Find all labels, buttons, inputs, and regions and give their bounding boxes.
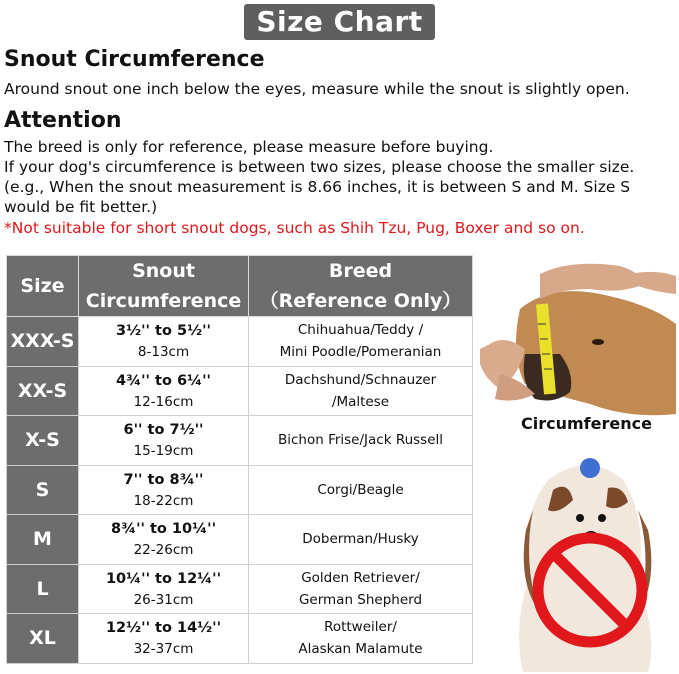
header-size: Size (7, 256, 79, 317)
breed-cell: Doberman/Husky (249, 515, 473, 565)
circumference-cell: 3½'' to 5½'' 8-13cm (79, 317, 249, 367)
table-row (7, 614, 473, 664)
snout-description: Around snout one inch below the eyes, measure while the snout is slightly open. (4, 80, 630, 98)
circumference-cell: 4¾'' to 6¼'' 12-16cm (79, 366, 249, 416)
circumference-cell: 10¼'' to 12¼'' 26-31cm (79, 564, 249, 614)
title-wrap (0, 4, 679, 40)
attention-line: The breed is only for reference, please measure before buying. (4, 138, 494, 156)
shih-tzu-photo (498, 440, 678, 672)
size-cell: S (7, 465, 79, 515)
circumference-cell: 12½'' to 14½'' 32-37cm (79, 614, 249, 664)
breed-cell: Bichon Frise/Jack Russell (249, 416, 473, 466)
breed-cell: Rottweiler/ Alaskan Malamute (249, 614, 473, 664)
snout-heading: Snout Circumference (4, 47, 265, 72)
size-cell: XXX-S (7, 317, 79, 367)
size-cell: XL (7, 614, 79, 664)
header-breed: Breed （Reference Only） (249, 256, 473, 317)
table-row (7, 564, 473, 614)
breed-cell: Dachshund/Schnauzer /Maltese (249, 366, 473, 416)
breed-cell: Golden Retriever/ German Shepherd (249, 564, 473, 614)
circumference-cell: 7'' to 8¾'' 18-22cm (79, 465, 249, 515)
header-circumference: Snout Circumference (79, 256, 249, 317)
size-table (6, 255, 473, 664)
size-chart-title: Size Chart (244, 4, 434, 40)
attention-heading: Attention (4, 108, 122, 133)
table-row (7, 465, 473, 515)
attention-line: If your dog's circumference is between two sizes, please choose the smaller size. (4, 158, 635, 176)
header-row (7, 256, 473, 317)
size-cell: M (7, 515, 79, 565)
attention-line: would be fit better.) (4, 198, 158, 216)
measuring-tape-icon (542, 304, 550, 394)
breed-cell: Chihuahua/Teddy / Mini Poodle/Pomeranian (249, 317, 473, 367)
size-cell: XX-S (7, 366, 79, 416)
size-cell: L (7, 564, 79, 614)
warning-text: *Not suitable for short snout dogs, such as Shih Tzu, Pug, Boxer and so on. (4, 219, 585, 237)
breed-cell: Corgi/Beagle (249, 465, 473, 515)
snout-measuring-photo (480, 254, 676, 434)
table-row (7, 515, 473, 565)
attention-line: (e.g., When the snout measurement is 8.66 inches, it is between S and M. Size S (4, 178, 631, 196)
table-row (7, 366, 473, 416)
circumference-cell: 8¾'' to 10¼'' 22-26cm (79, 515, 249, 565)
table-row (7, 317, 473, 367)
hair-bow-icon (580, 458, 600, 478)
size-cell: X-S (7, 416, 79, 466)
attention-text (4, 137, 634, 217)
circumference-caption: Circumference (521, 414, 652, 433)
circumference-cell: 6'' to 7½'' 15-19cm (79, 416, 249, 466)
table-row (7, 416, 473, 466)
